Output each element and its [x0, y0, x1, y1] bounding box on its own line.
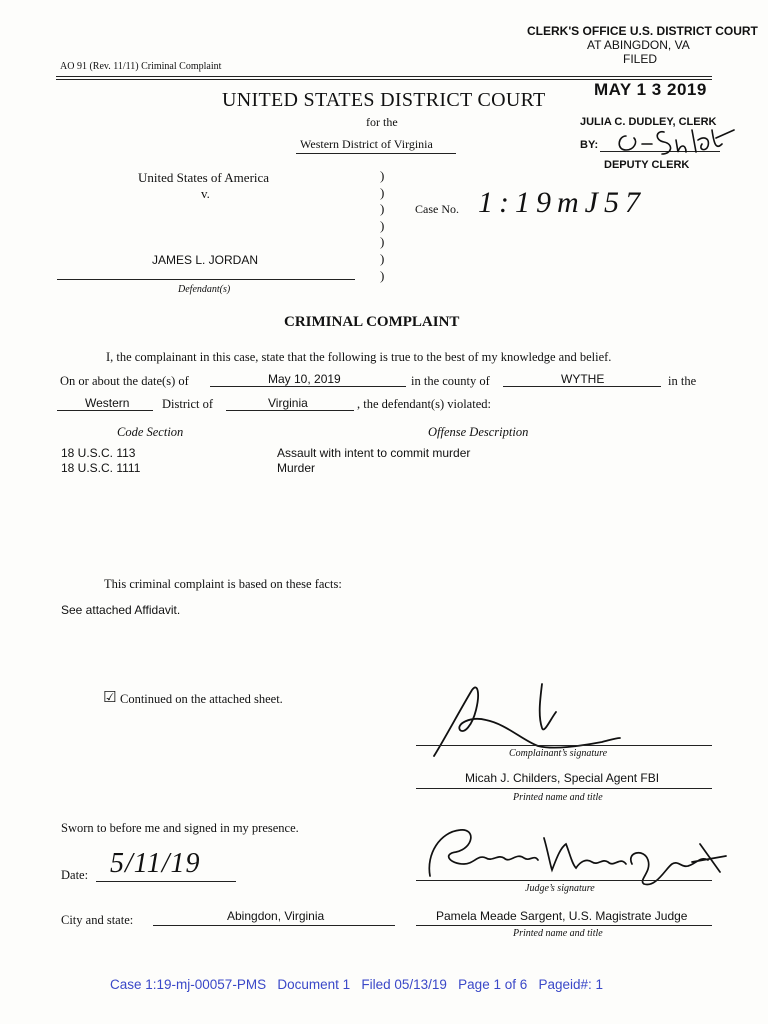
ecf-footer: Case 1:19-mj-00057-PMS Document 1 Filed 05/13/19 Page 1 of 6 Pageid#: 1 [110, 977, 604, 992]
deputy-clerk-signature [612, 124, 742, 160]
sworn-date-line [96, 881, 236, 882]
violated-text: , the defendant(s) violated: [357, 397, 491, 411]
judge-name: Pamela Meade Sargent, U.S. Magistrate Judge [436, 909, 688, 923]
city-state-value: Abingdon, Virginia [227, 909, 325, 923]
sworn-statement: Sworn to before me and signed in my presence. [61, 821, 299, 835]
date-label: Date: [61, 868, 89, 882]
header-rule-bottom [56, 79, 712, 80]
county-line [503, 386, 661, 387]
defendant-label: Defendant(s) [178, 284, 231, 295]
stamp-by-label: BY: [580, 139, 599, 151]
versus: v. [201, 186, 210, 201]
sworn-date-handwritten: 5/11/19 [110, 848, 201, 879]
court-district-underline [296, 153, 456, 154]
caption-parens: ) ) ) ) ) ) ) [380, 168, 385, 283]
city-state-line [153, 925, 395, 926]
judge-name-label: Printed name and title [513, 928, 603, 939]
defendant-name: JAMES L. JORDAN [152, 253, 259, 267]
county-suffix: in the [668, 374, 697, 388]
case-no-label: Case No. [415, 202, 459, 216]
stamp-deputy: DEPUTY CLERK [604, 159, 690, 171]
district-label: District of [162, 397, 214, 411]
county-value: WYTHE [561, 372, 605, 386]
offense-description: Assault with intent to commit murder [277, 446, 471, 460]
complainant-name-label: Printed name and title [513, 792, 603, 803]
header-rule-top [56, 76, 712, 77]
offense-code: 18 U.S.C. 1111 [61, 461, 141, 475]
offense-date: May 10, 2019 [268, 372, 341, 386]
county-prefix: in the county of [411, 374, 490, 388]
complainant-name-line [416, 788, 712, 789]
stamp-line1: CLERK'S OFFICE U.S. DISTRICT COURT [527, 24, 758, 38]
stamp-line3: FILED [623, 52, 658, 66]
stamp-line2: AT ABINGDON, VA [587, 38, 690, 52]
continued-label: Continued on the attached sheet. [120, 692, 283, 706]
offense-description: Murder [277, 461, 316, 475]
state-line [226, 410, 354, 411]
district-line [57, 410, 153, 411]
code-section-header: Code Section [117, 425, 184, 439]
case-number-handwritten: 1:19mJ57 [478, 186, 646, 219]
district-value: Western [85, 396, 130, 410]
complainant-signature-line [416, 745, 712, 746]
city-state-label: City and state: [61, 913, 134, 927]
date-prefix: On or about the date(s) of [60, 374, 189, 388]
facts-value: See attached Affidavit. [61, 603, 181, 617]
court-district: Western District of Virginia [300, 137, 433, 151]
offense-code: 18 U.S.C. 113 [61, 446, 136, 460]
complainant-name: Micah J. Childers, Special Agent FBI [465, 771, 660, 785]
complainant-signature-label: Complainant’s signature [509, 748, 608, 759]
form-id: AO 91 (Rev. 11/11) Criminal Complaint [60, 61, 222, 72]
judge-signature-line [416, 880, 712, 881]
stamp-filed-date: MAY 1 3 2019 [594, 80, 707, 99]
continued-checkbox[interactable]: ☑ [103, 688, 117, 706]
complaint-intro: I, the complainant in this case, state that the following is true to the best of my knowledge and belief. [106, 350, 612, 364]
date-line [210, 386, 406, 387]
judge-signature-label: Judge’s signature [525, 883, 595, 894]
court-title: UNITED STATES DISTRICT COURT [222, 89, 546, 111]
stamp-clerk: JULIA C. DUDLEY, CLERK [580, 116, 717, 128]
offense-description-header: Offense Description [428, 425, 529, 439]
defendant-line [57, 279, 355, 280]
judge-name-line [416, 925, 712, 926]
facts-label: This criminal complaint is based on these facts: [104, 577, 342, 591]
court-for: for the [366, 115, 398, 129]
complaint-heading: CRIMINAL COMPLAINT [284, 314, 460, 330]
plaintiff-name: United States of America [138, 170, 270, 185]
state-value: Virginia [268, 396, 308, 410]
